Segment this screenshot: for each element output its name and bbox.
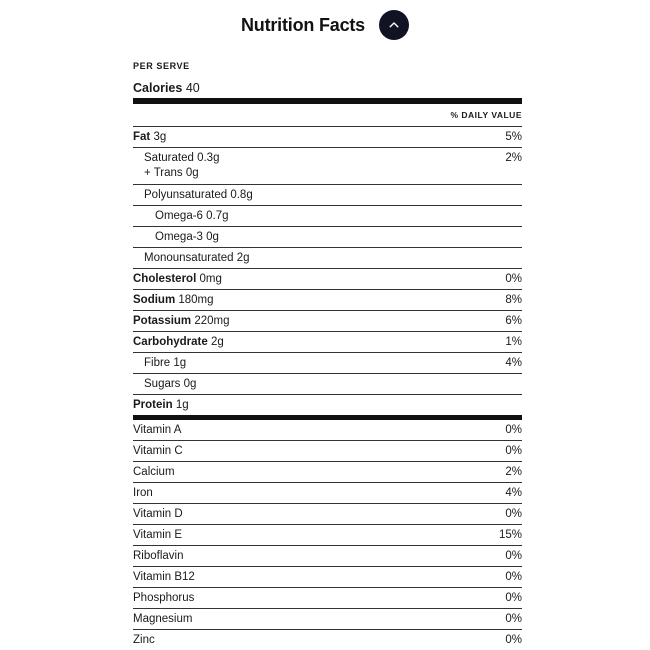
nutrient-label: Cholesterol <box>133 273 197 285</box>
nutrient-amount: 1g <box>173 357 187 369</box>
vitamin-row <box>133 441 522 462</box>
nutrient-dv: 5% <box>505 131 522 143</box>
vitamin-dv: 0% <box>505 550 522 562</box>
nutrient-amount: 0mg <box>199 273 222 285</box>
vitamin-label: Vitamin E <box>133 529 183 541</box>
nutrient-label: Potassium <box>133 315 192 327</box>
vitamin-dv: 0% <box>505 508 522 520</box>
nutrient-amount: 0.7g <box>206 210 229 222</box>
nutrient-amount: 220mg <box>194 315 230 327</box>
nutrient-dv: 6% <box>505 315 522 327</box>
nutrient-dv: 1% <box>505 336 522 348</box>
vitamin-row <box>133 420 522 441</box>
nutrition-panel <box>133 56 522 650</box>
nutrient-label: Monounsaturated <box>144 252 234 264</box>
vitamin-label: Vitamin B12 <box>133 571 195 583</box>
nutrient-row-potassium <box>133 311 522 332</box>
nutrient-dv: 8% <box>505 294 522 306</box>
calories-value: 40 <box>185 81 200 95</box>
nutrient-row-protein <box>133 395 522 420</box>
nutrient-row-carbohydrate <box>133 332 522 353</box>
nutrient-label: Sugars <box>144 378 181 390</box>
nutrient-amount: 0.3g <box>197 152 220 164</box>
vitamin-dv: 0% <box>505 592 522 604</box>
vitamin-dv: 0% <box>505 445 522 457</box>
vitamin-dv: 0% <box>505 424 522 436</box>
nutrient-sub-line: + Trans 0g <box>144 167 199 179</box>
vitamin-dv: 0% <box>505 571 522 583</box>
vitamin-label: Vitamin A <box>133 424 182 436</box>
vitamin-label: Magnesium <box>133 613 193 625</box>
nutrient-row-sodium <box>133 290 522 311</box>
nutrient-label: Polyunsaturated <box>144 189 228 201</box>
nutrient-amount: 2g <box>210 336 224 348</box>
nutrient-dv: 4% <box>505 357 522 369</box>
vitamin-label: Zinc <box>133 634 155 646</box>
collapse-button[interactable] <box>379 10 409 40</box>
nutrient-amount: 0g <box>183 378 197 390</box>
vitamins-list <box>133 420 522 650</box>
vitamin-row <box>133 504 522 525</box>
nutrient-amount: 2g <box>236 252 250 264</box>
vitamin-label: Vitamin C <box>133 445 183 457</box>
nutrient-label: Protein <box>133 399 173 411</box>
vitamin-label: Phosphorus <box>133 592 195 604</box>
vitamin-row <box>133 462 522 483</box>
vitamin-row <box>133 483 522 504</box>
nutrient-row-polyunsaturated <box>133 185 522 206</box>
vitamin-row <box>133 546 522 567</box>
calories-row <box>133 78 522 104</box>
page-title: Nutrition Facts <box>240 14 365 35</box>
chevron-up-icon <box>388 19 400 31</box>
nutrient-label: Saturated <box>144 152 194 164</box>
vitamin-row <box>133 588 522 609</box>
vitamin-dv: 4% <box>505 487 522 499</box>
vitamin-label: Iron <box>133 487 153 499</box>
vitamin-label: Vitamin D <box>133 508 183 520</box>
nutrient-row-monounsaturated <box>133 248 522 269</box>
vitamin-label: Calcium <box>133 466 175 478</box>
nutrient-label: Omega-3 <box>155 231 203 243</box>
nutrient-amount: 180mg <box>178 294 214 306</box>
per-serve-label: PER SERVE <box>133 61 190 71</box>
nutrient-row-saturated <box>133 148 522 185</box>
nutrient-row-omega-6 <box>133 206 522 227</box>
nutrient-amount: 0g <box>206 231 219 243</box>
nutrient-row-fat <box>133 127 522 148</box>
daily-value-header: % DAILY VALUE <box>133 104 522 127</box>
nutrient-label: Carbohydrate <box>133 336 208 348</box>
vitamin-row <box>133 567 522 588</box>
nutrition-header <box>0 8 650 42</box>
nutrient-label: Fibre <box>144 357 171 369</box>
vitamin-dv: 0% <box>505 613 522 625</box>
vitamin-row <box>133 630 522 650</box>
nutrient-row-fibre <box>133 353 522 374</box>
vitamin-dv: 15% <box>498 529 522 541</box>
nutrient-dv: 0% <box>505 273 522 285</box>
vitamin-row <box>133 525 522 546</box>
vitamin-dv: 0% <box>505 634 522 646</box>
vitamin-dv: 2% <box>505 466 522 478</box>
nutrient-dv: 2% <box>505 152 522 164</box>
nutrient-amount: 0.8g <box>230 189 253 201</box>
nutrient-amount: 3g <box>153 131 167 143</box>
nutrient-row-sugars <box>133 374 522 395</box>
nutrient-label: Omega-6 <box>155 210 203 222</box>
calories-label: Calories <box>133 81 183 95</box>
nutrient-row-omega-3 <box>133 227 522 248</box>
vitamin-label: Riboflavin <box>133 550 184 562</box>
vitamin-row <box>133 609 522 630</box>
nutrient-label: Fat <box>133 131 151 143</box>
nutrient-amount: 1g <box>175 399 189 411</box>
nutrient-label: Sodium <box>133 294 176 306</box>
nutrient-row-cholesterol <box>133 269 522 290</box>
